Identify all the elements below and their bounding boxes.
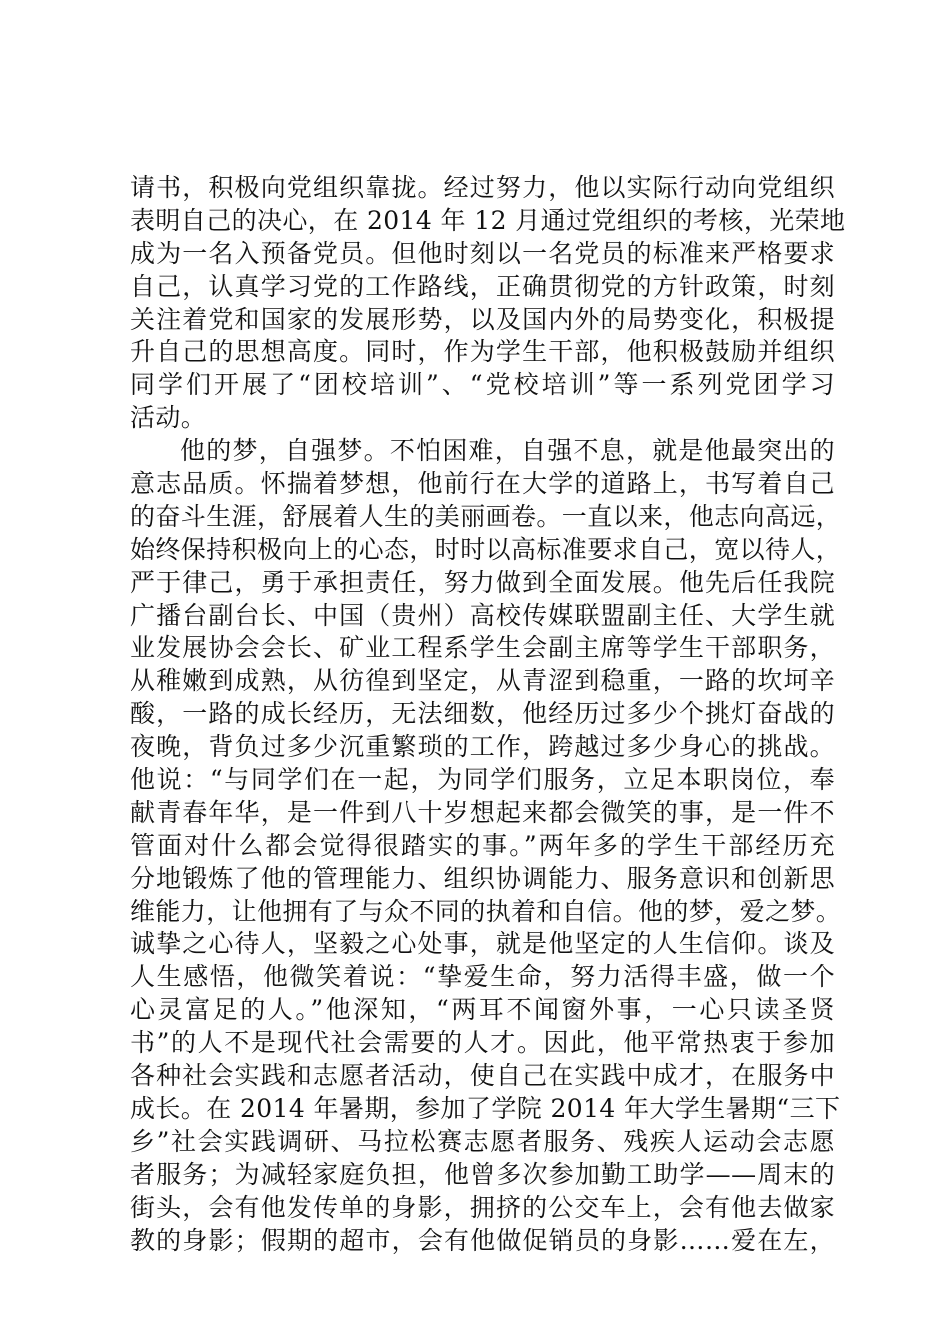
text-line: 人生感悟，他微笑着说：“挚爱生命，努力活得丰盛，做一个 [130, 962, 835, 992]
text-line: 教的身影；假期的超市，会有他做促销员的身影……爱在左， [130, 1225, 835, 1255]
text-line: 请书，积极向党组织靠拢。经过努力，他以实际行动向党组织 [130, 173, 835, 202]
text-line: 者服务；为减轻家庭负担，他曾多次参加勤工助学——周末的 [130, 1159, 835, 1189]
text-line: 严于律己，勇于承担责任，努力做到全面发展。他先后任我院 [130, 567, 835, 597]
text-line: 成长。在 2014 年暑期，参加了学院 2014 年大学生暑期“三下 [130, 1093, 841, 1123]
text-line: 他说：“与同学们在一起，为同学们服务，立足本职岗位，奉 [130, 765, 835, 795]
text-line: 成为一名入预备党员。但他时刻以一名党员的标准来严格要求 [130, 238, 835, 268]
text-line: 诚挚之心待人，坚毅之心处事，就是他坚定的人生信仰。谈及 [130, 929, 835, 959]
body-text [130, 172, 846, 1257]
text-line: 自己，认真学习党的工作路线，正确贯彻党的方针政策，时刻 [130, 271, 835, 301]
text-line: 酸，一路的成长经历，无法细数，他经历过多少个挑灯奋战的 [130, 699, 835, 729]
text-line: 升自己的思想高度。同时，作为学生干部，他积极鼓励并组织 [130, 337, 835, 367]
text-line: 乡”社会实践调研、马拉松赛志愿者服务、残疾人运动会志愿 [130, 1126, 835, 1156]
text-line: 始终保持积极向上的心态，时时以高标准要求自己，宽以待人， [130, 534, 842, 564]
text-line: 献青春年华，是一件到八十岁想起来都会微笑的事，是一件不 [130, 797, 835, 827]
text-line: 分地锻炼了他的管理能力、组织协调能力、服务意识和创新思 [130, 863, 835, 893]
text-line: 街头，会有他发传单的身影，拥挤的公交车上，会有他去做家 [130, 1192, 835, 1222]
text-line: 心灵富足的人。”他深知，“两耳不闻窗外事，一心只读圣贤 [130, 995, 835, 1025]
text-line: 的奋斗生涯，舒展着人生的美丽画卷。一直以来，他志向高远， [130, 501, 842, 531]
text-line: 各种社会实践和志愿者活动，使自己在实践中成才，在服务中 [130, 1061, 835, 1091]
text-line: 从稚嫩到成熟，从彷徨到坚定，从青涩到稳重，一路的坎坷辛 [130, 666, 835, 696]
text-line: 书”的人不是现代社会需要的人才。因此，他平常热衷于参加 [130, 1028, 835, 1058]
text-line: 同学们开展了“团校培训”、“党校培训”等一系列党团学习 [130, 370, 835, 400]
text-line: 业发展协会会长、矿业工程系学生会副主席等学生干部职务， [130, 633, 835, 663]
text-line: 他的梦，自强梦。不怕困难，自强不息，就是他最突出的 [180, 436, 835, 466]
text-line: 意志品质。怀揣着梦想，他前行在大学的道路上，书写着自己 [130, 469, 835, 499]
text-line: 关注着党和国家的发展形势，以及国内外的局势变化，积极提 [130, 304, 835, 334]
text-line: 管面对什么都会觉得很踏实的事。”两年多的学生干部经历充 [130, 830, 835, 860]
text-line: 表明自己的决心，在 2014 年 12 月通过党组织的考核，光荣地 [130, 205, 846, 235]
text-line: 维能力，让他拥有了与众不同的执着和自信。他的梦，爱之梦。 [130, 896, 842, 926]
text-line: 活动。 [130, 403, 207, 433]
text-line: 广播台副台长、中国（贵州）高校传媒联盟副主任、大学生就 [130, 600, 835, 630]
text-line: 夜晚，背负过多少沉重繁琐的工作，跨越过多少身心的挑战。 [130, 732, 835, 762]
